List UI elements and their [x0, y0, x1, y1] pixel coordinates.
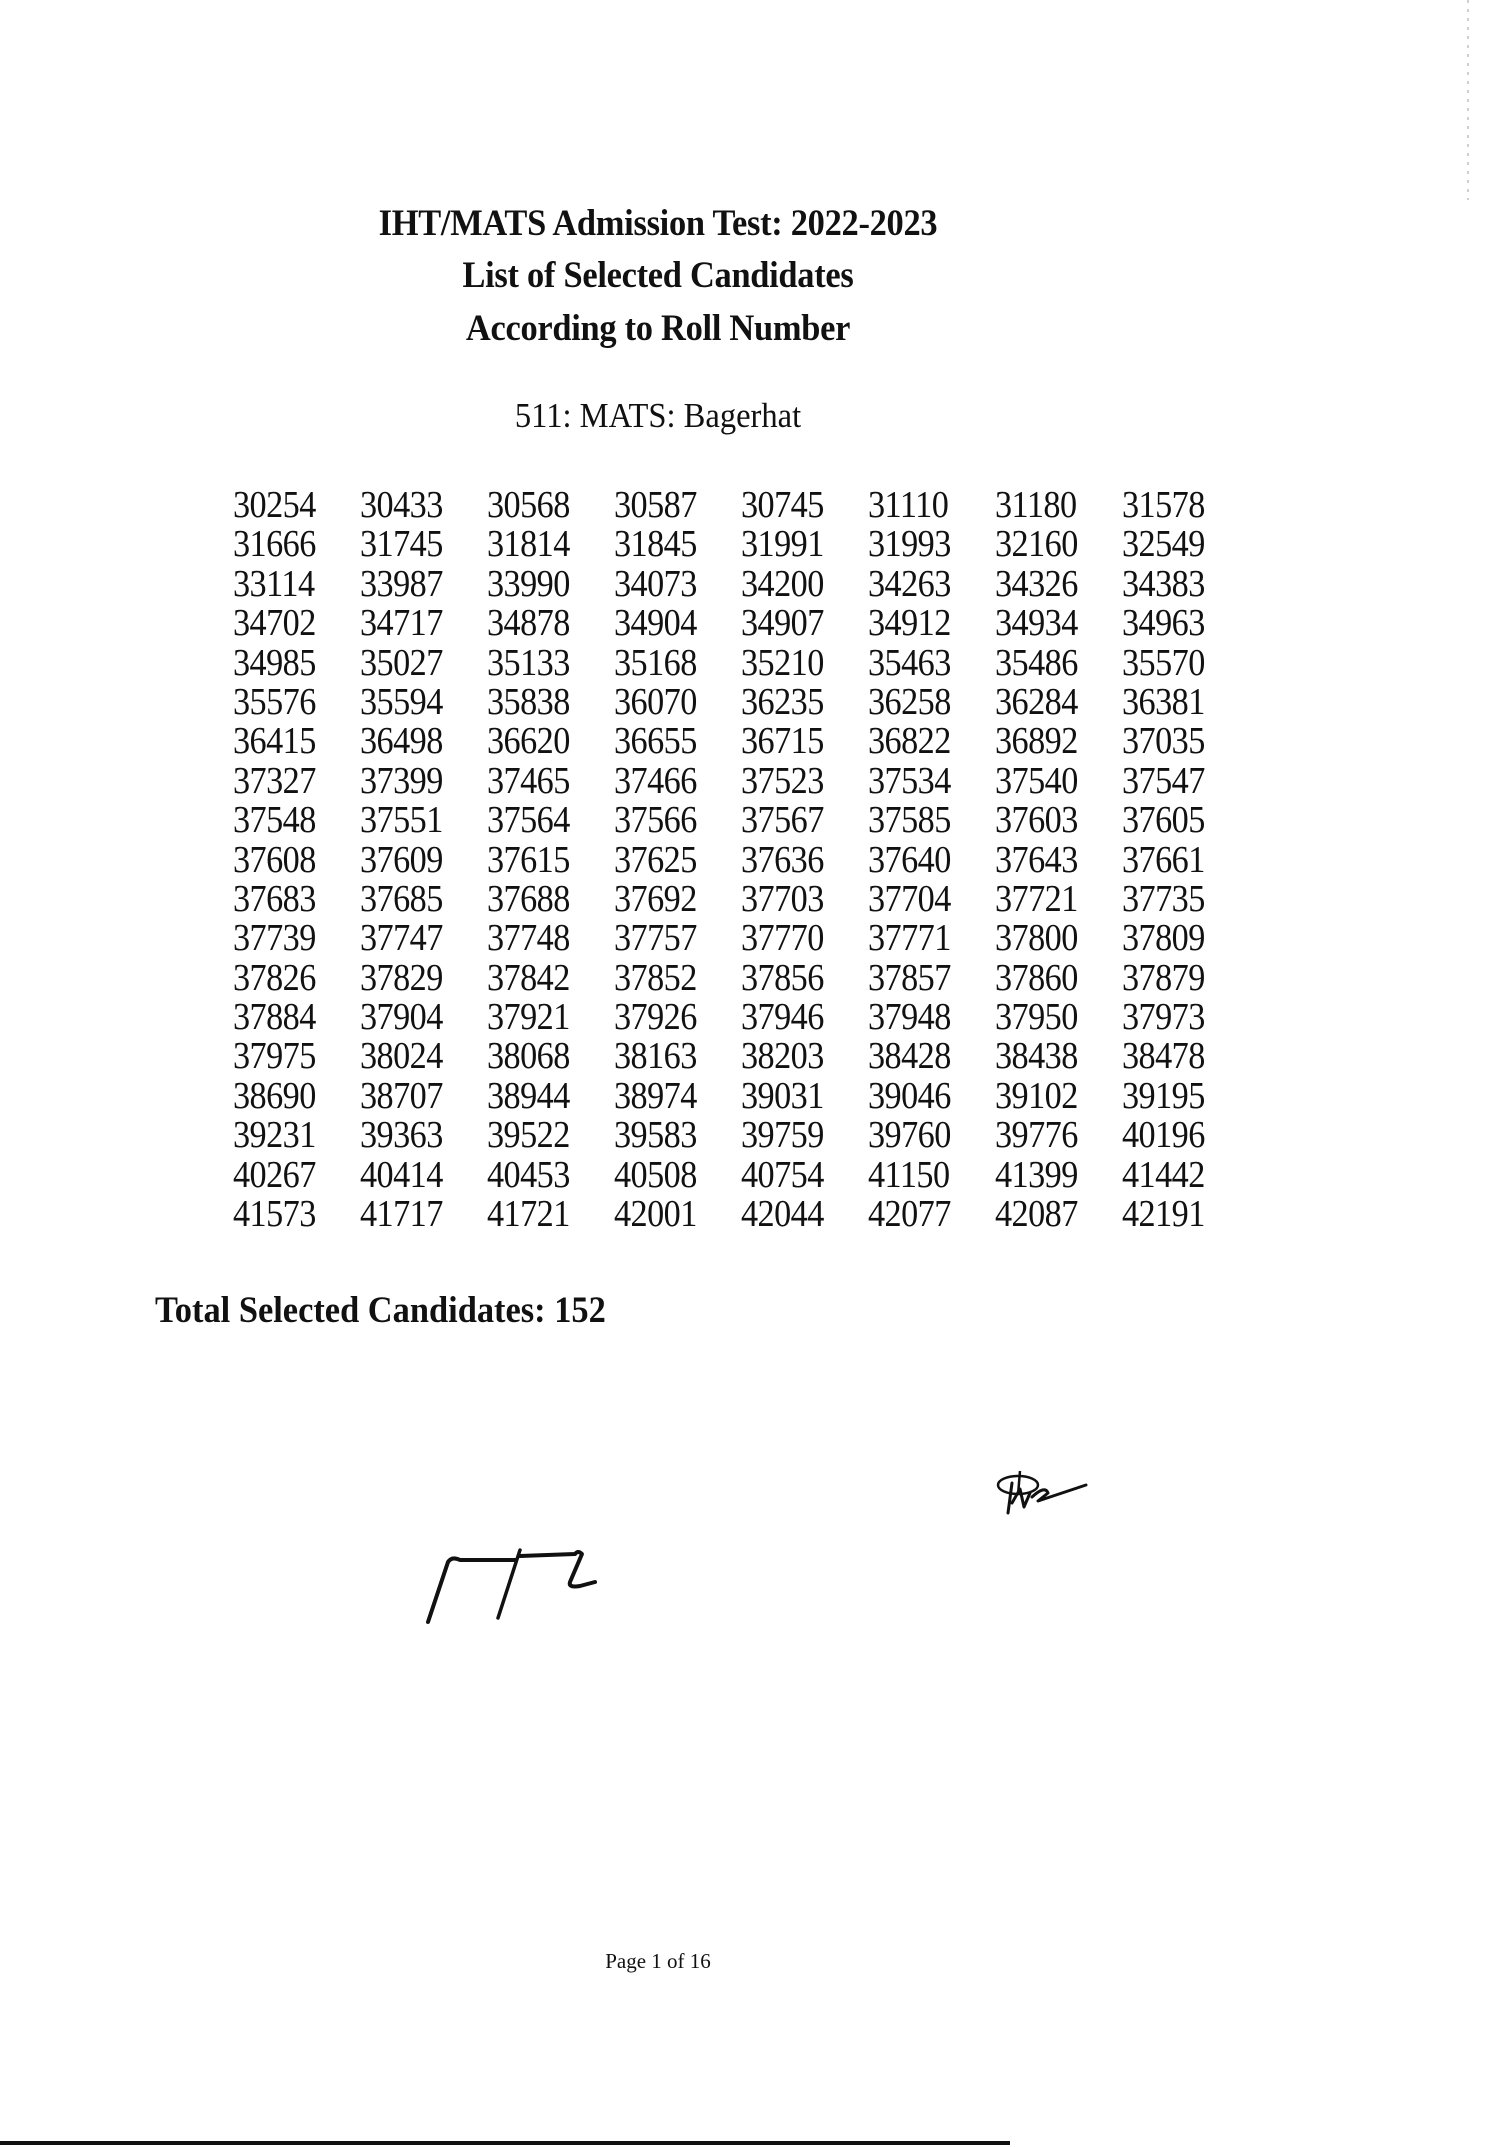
- roll-number-cell: 38690: [233, 1074, 316, 1117]
- roll-number-cell: 42077: [868, 1193, 951, 1236]
- roll-number-cell: 37540: [995, 759, 1078, 802]
- roll-number-cell: 37904: [360, 996, 443, 1039]
- roll-number-cell: 30433: [360, 484, 443, 526]
- roll-number-cell: 42001: [614, 1193, 697, 1236]
- roll-number-cell: 40754: [741, 1153, 824, 1196]
- roll-number-cell: 37703: [741, 877, 824, 920]
- roll-number-cell: 35027: [360, 641, 443, 684]
- roll-number-cell: 39195: [1122, 1074, 1205, 1117]
- roll-number-cell: 33990: [487, 562, 570, 605]
- roll-number-cell: 37852: [614, 956, 697, 999]
- roll-number-cell: 41150: [868, 1153, 950, 1196]
- roll-number-cell: 40508: [614, 1153, 697, 1196]
- roll-number-cell: 37661: [1122, 838, 1205, 881]
- roll-number-cell: 37566: [614, 799, 697, 842]
- roll-number-cell: 41721: [487, 1193, 570, 1236]
- roll-number-cell: 37643: [995, 838, 1078, 881]
- roll-number-cell: 37975: [233, 1035, 316, 1078]
- roll-number-cell: 36715: [741, 720, 824, 763]
- roll-number-cell: 39231: [233, 1114, 316, 1157]
- roll-number-cell: 37615: [487, 838, 570, 881]
- roll-number-cell: 37946: [741, 996, 824, 1039]
- roll-number-cell: 37826: [233, 956, 316, 999]
- centre-subtitle: 511: MATS: Bagerhat: [514, 396, 802, 435]
- scan-bottom-edge: [0, 2141, 1010, 2145]
- roll-number-cell: 37809: [1122, 917, 1205, 960]
- roll-number-cell: 37327: [233, 759, 316, 802]
- roll-number-cell: 37692: [614, 877, 697, 920]
- roll-number-cell: 37466: [614, 759, 697, 802]
- roll-number-cell: 37704: [868, 877, 951, 920]
- roll-number-cell: 37950: [995, 996, 1078, 1039]
- page-footer: Page 1 of 16: [605, 1949, 711, 1973]
- roll-number-cell: 34073: [614, 562, 697, 605]
- roll-number-cell: 31991: [741, 523, 824, 566]
- roll-number-cell: 37735: [1122, 877, 1205, 920]
- roll-number-cell: 42044: [741, 1193, 824, 1236]
- roll-number-cell: 31578: [1122, 484, 1205, 526]
- roll-number-cell: 42087: [995, 1193, 1078, 1236]
- roll-number-cell: 40196: [1122, 1114, 1205, 1157]
- roll-number-cell: 37523: [741, 759, 824, 802]
- roll-number-cell: 37739: [233, 917, 316, 960]
- roll-number-cell: 35576: [233, 680, 316, 723]
- roll-number-cell: 36498: [360, 720, 443, 763]
- roll-number-cell: 40453: [487, 1153, 570, 1196]
- roll-number-cell: 38478: [1122, 1035, 1205, 1078]
- roll-number-cell: 37688: [487, 877, 570, 920]
- roll-number-cell: 37884: [233, 996, 316, 1039]
- roll-number-cell: 37035: [1122, 720, 1205, 763]
- roll-number-cell: 37547: [1122, 759, 1205, 802]
- roll-number-cell: 37567: [741, 799, 824, 842]
- roll-number-cell: 39583: [614, 1114, 697, 1157]
- roll-number-cell: 37879: [1122, 956, 1205, 999]
- roll-number-cell: 37842: [487, 956, 570, 999]
- roll-number-cell: 41442: [1122, 1153, 1205, 1196]
- roll-number-cell: 31180: [995, 484, 1077, 526]
- signature-right-icon: [990, 1465, 1100, 1525]
- roll-number-cell: 40267: [233, 1153, 316, 1196]
- roll-number-cell: 32549: [1122, 523, 1205, 566]
- roll-number-cell: 34326: [995, 562, 1078, 605]
- total-selected-candidates: Total Selected Candidates: 152: [155, 1290, 606, 1331]
- document-title: IHT/MATS Admission Test: 2022-2023: [378, 203, 938, 244]
- roll-number-cell: 37585: [868, 799, 951, 842]
- roll-number-cell: 34912: [868, 602, 951, 645]
- roll-number-cell: 34963: [1122, 602, 1205, 645]
- roll-number-cell: 30568: [487, 484, 570, 526]
- roll-number-cell: 39760: [868, 1114, 951, 1157]
- roll-number-cell: 39776: [995, 1114, 1078, 1157]
- roll-number-cell: 36415: [233, 720, 316, 763]
- roll-number-cell: 38974: [614, 1074, 697, 1117]
- roll-number-cell: 33987: [360, 562, 443, 605]
- roll-number-cell: 35594: [360, 680, 443, 723]
- roll-number-cell: 31745: [360, 523, 443, 566]
- roll-number-cell: 37948: [868, 996, 951, 1039]
- roll-number-cell: 39759: [741, 1114, 824, 1157]
- roll-number-cell: 37800: [995, 917, 1078, 960]
- roll-number-cell: 38707: [360, 1074, 443, 1117]
- roll-number-cell: 38163: [614, 1035, 697, 1078]
- roll-number-cell: 34717: [360, 602, 443, 645]
- roll-number-cell: 35210: [741, 641, 824, 684]
- roll-number-cell: 36892: [995, 720, 1078, 763]
- roll-number-cell: 37625: [614, 838, 697, 881]
- roll-number-cell: 36235: [741, 680, 824, 723]
- roll-number-cell: 33114: [233, 562, 315, 605]
- roll-number-cell: 37771: [868, 917, 951, 960]
- roll-number-cell: 37534: [868, 759, 951, 802]
- roll-number-cell: 37770: [741, 917, 824, 960]
- roll-number-cell: 37685: [360, 877, 443, 920]
- roll-number-cell: 32160: [995, 523, 1078, 566]
- roll-number-cell: 37829: [360, 956, 443, 999]
- roll-number-cell: 36284: [995, 680, 1078, 723]
- roll-number-cell: 38438: [995, 1035, 1078, 1078]
- roll-number-cell: 38428: [868, 1035, 951, 1078]
- roll-number-cell: 36822: [868, 720, 951, 763]
- roll-number-cell: 37605: [1122, 799, 1205, 842]
- roll-number-cell: 36070: [614, 680, 697, 723]
- roll-number-cell: 30745: [741, 484, 824, 526]
- roll-number-cell: 37465: [487, 759, 570, 802]
- roll-number-cell: 41717: [360, 1193, 443, 1236]
- document-title-line-2: List of Selected Candidates: [462, 255, 854, 296]
- roll-number-cell: 37640: [868, 838, 951, 881]
- roll-number-cell: 37551: [360, 799, 443, 842]
- roll-number-cell: 34383: [1122, 562, 1205, 605]
- roll-number-cell: 37548: [233, 799, 316, 842]
- roll-number-cell: 35168: [614, 641, 697, 684]
- roll-number-cell: 35838: [487, 680, 570, 723]
- document-title-line-3: According to Roll Number: [465, 308, 851, 349]
- roll-number-cell: 37860: [995, 956, 1078, 999]
- roll-number-cell: 31993: [868, 523, 951, 566]
- roll-number-cell: 37564: [487, 799, 570, 842]
- roll-number-cell: 41573: [233, 1193, 316, 1236]
- roll-number-cell: 34985: [233, 641, 316, 684]
- roll-number-cell: 37636: [741, 838, 824, 881]
- roll-number-cell: 31110: [868, 484, 949, 526]
- roll-number-cell: 37856: [741, 956, 824, 999]
- roll-number-cell: 38068: [487, 1035, 570, 1078]
- roll-number-cell: 36655: [614, 720, 697, 763]
- roll-number-cell: 35463: [868, 641, 951, 684]
- roll-number-cell: 34934: [995, 602, 1078, 645]
- roll-number-cell: 37973: [1122, 996, 1205, 1039]
- roll-number-cell: 34904: [614, 602, 697, 645]
- roll-number-cell: 39522: [487, 1114, 570, 1157]
- roll-number-cell: 42191: [1122, 1193, 1205, 1236]
- roll-number-cell: 38024: [360, 1035, 443, 1078]
- roll-number-cell: 37721: [995, 877, 1078, 920]
- roll-number-cell: 34200: [741, 562, 824, 605]
- roll-number-cell: 38203: [741, 1035, 824, 1078]
- roll-number-cell: 39046: [868, 1074, 951, 1117]
- roll-number-cell: 35486: [995, 641, 1078, 684]
- roll-number-cell: 37748: [487, 917, 570, 960]
- roll-number-cell: 30587: [614, 484, 697, 526]
- roll-number-cell: 41399: [995, 1153, 1078, 1196]
- roll-number-cell: 37683: [233, 877, 316, 920]
- roll-number-cell: 38944: [487, 1074, 570, 1117]
- roll-number-cell: 40414: [360, 1153, 443, 1196]
- roll-number-cell: 37603: [995, 799, 1078, 842]
- roll-number-cell: 31845: [614, 523, 697, 566]
- roll-number-cell: 37921: [487, 996, 570, 1039]
- roll-number-cell: 39031: [741, 1074, 824, 1117]
- roll-number-cell: 36620: [487, 720, 570, 763]
- roll-number-cell: 37609: [360, 838, 443, 881]
- roll-number-cell: 34702: [233, 602, 316, 645]
- roll-number-cell: 37857: [868, 956, 951, 999]
- roll-number-cell: 36381: [1122, 680, 1205, 723]
- signature-left-icon: [420, 1540, 660, 1630]
- roll-number-cell: 31814: [487, 523, 570, 566]
- roll-number-cell: 36258: [868, 680, 951, 723]
- roll-number-cell: 37747: [360, 917, 443, 960]
- roll-number-cell: 39363: [360, 1114, 443, 1157]
- roll-number-cell: 35133: [487, 641, 570, 684]
- roll-number-cell: 37608: [233, 838, 316, 881]
- roll-number-cell: 34263: [868, 562, 951, 605]
- roll-number-cell: 37399: [360, 759, 443, 802]
- roll-number-cell: 39102: [995, 1074, 1078, 1117]
- roll-number-cell: 37757: [614, 917, 697, 960]
- roll-number-cell: 30254: [233, 484, 316, 526]
- roll-number-cell: 31666: [233, 523, 316, 566]
- roll-number-cell: 34878: [487, 602, 570, 645]
- roll-number-grid: [233, 484, 1249, 1236]
- roll-number-cell: 37926: [614, 996, 697, 1039]
- roll-number-cell: 34907: [741, 602, 824, 645]
- scan-edge-artifact: [1467, 0, 1469, 200]
- roll-number-cell: 35570: [1122, 641, 1205, 684]
